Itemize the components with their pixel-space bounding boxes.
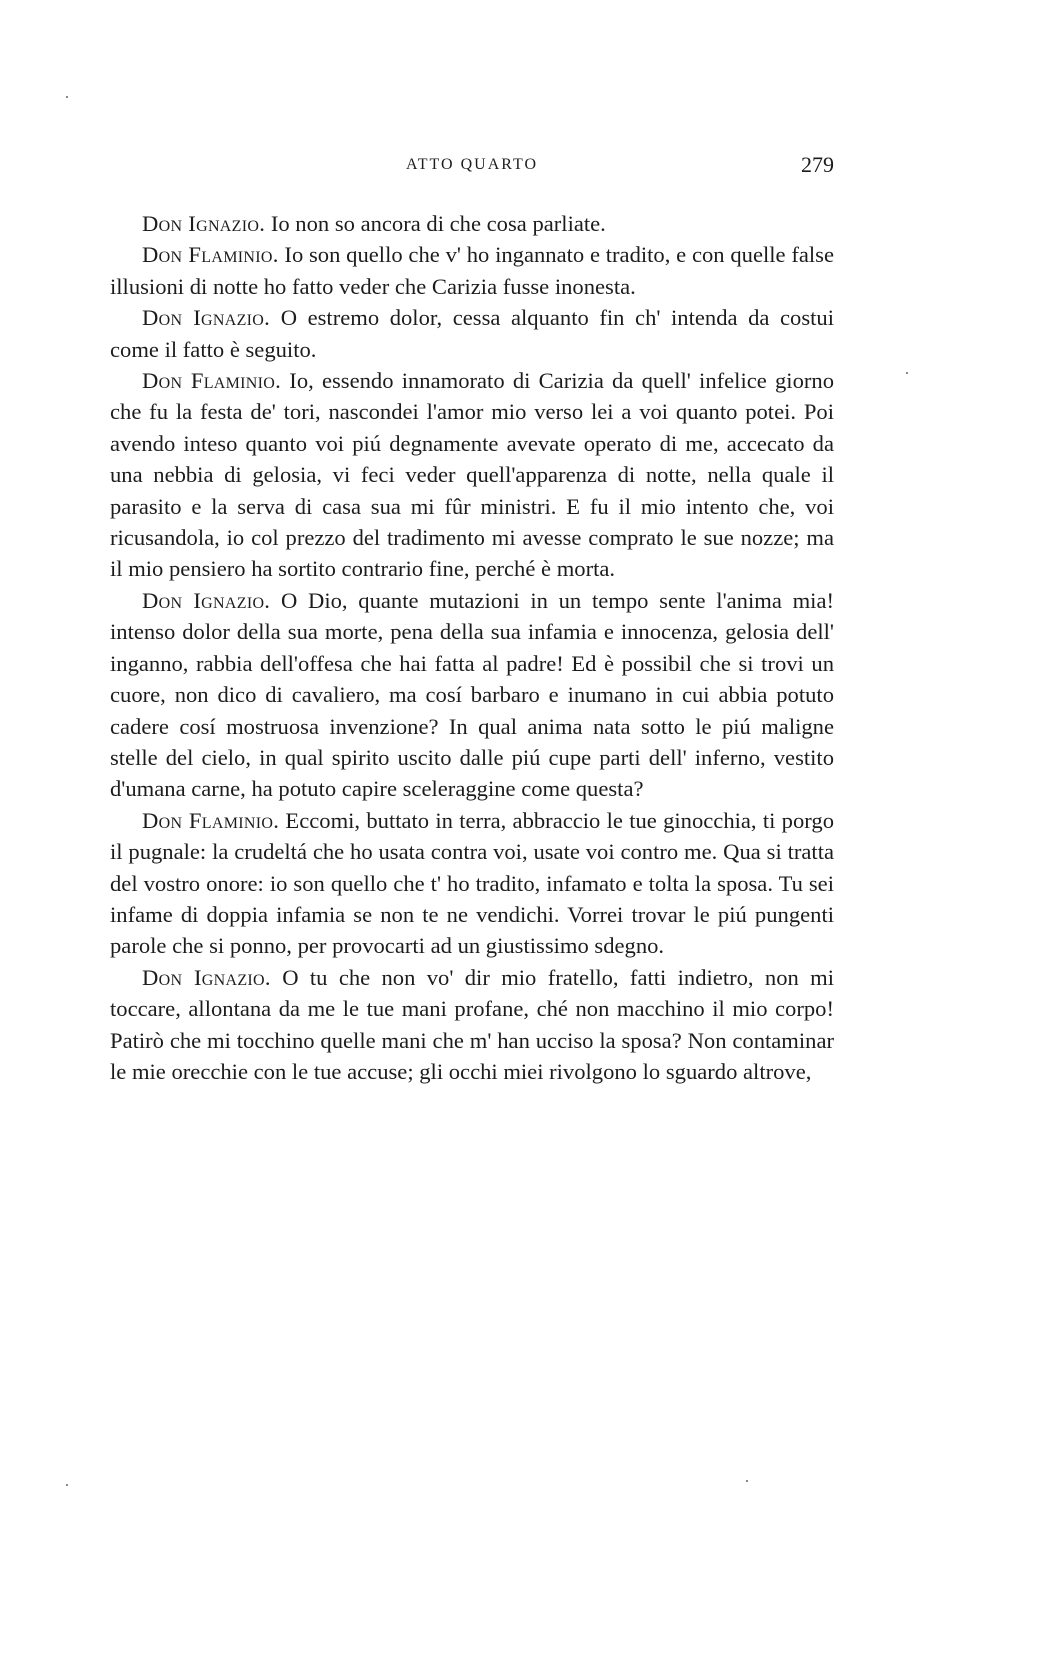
speech-text: Io, essendo innamorato di Carizia da quell' infelice giorno che fu la festa de' tori, nascondei l'amor mio verso lei a voi quanto potei. Poi avendo inteso quanto voi piú degnamente avevate operato di me, accecato da una nebbia di gelosia, vi feci veder quell'apparenza di notte, nella quale il parasito e la serva di casa sua mi fûr ministri. E fu il mio intento che, voi ricusandola, io col prezzo del tradimento mi avesse comprato le sue nozze; ma il mio pensiero ha sortito contrario fine, perché è morta.	[110, 368, 834, 582]
speech-text: O Dio, quante mutazioni in un tempo sente l'anima mia! intenso dolor della sua morte, pena della sua infamia e innocenza, gelosia dell' inganno, rabbia dell'offesa che hai fatta al padre! Ed è possibil che si trovi un cuore, non dico di cavaliero, ma cosí barbaro e inumano in cui abbia potuto cadere cosí mostruosa invenzione? In qual anima nata sotto le piú maligne stelle del cielo, in qual spirito uscito dalle piú cupe parti dell' inferno, vestito d'umana carne, ha potuto capire sceleraggine come questa?	[110, 587, 834, 802]
scan-speck	[746, 1480, 748, 1482]
speech-text: O tu che non vo' dir mio fratello, fatti indietro, non mi toccare, allontana da me le tue mani profane, ché non macchino il mio corpo! Patirò che mi tocchino quelle mani che m' han ucciso la sposa? Non contaminar le mie orecchie con le tue accuse; gli occhi miei rivolgono lo sguardo altrove,	[110, 964, 835, 1084]
scan-speck	[66, 96, 68, 98]
running-head	[110, 150, 834, 180]
scan-speck	[906, 372, 908, 374]
speech	[110, 585, 834, 805]
running-title: ATTO QUARTO	[405, 156, 538, 173]
speech	[110, 208, 834, 239]
speech	[110, 302, 834, 365]
speaker-name: Don Flaminio.	[142, 807, 280, 833]
speech	[110, 805, 834, 962]
speaker-name: Don Flaminio.	[142, 368, 282, 394]
speaker-name: Don Ignazio.	[142, 305, 271, 331]
speech	[110, 239, 834, 302]
speaker-name: Don Ignazio.	[142, 587, 271, 613]
speech	[110, 365, 834, 585]
speech-text: Io non so ancora di che cosa parliate.	[270, 211, 606, 236]
speaker-name: Don Ignazio.	[142, 964, 271, 990]
scan-speck	[66, 1484, 68, 1486]
speech-text: Io son quello che v' ho ingannato e tradito, e con quelle false illusioni di notte ho fatto veder che Carizia fusse inonesta.	[110, 242, 834, 299]
page-number: 279	[801, 152, 834, 177]
speaker-name: Don Ignazio.	[142, 211, 266, 236]
speech-text: Eccomi, buttato in terra, abbraccio le tue ginocchia, ti porgo il pugnale: la crudeltá che ho usata contra voi, usate voi contro me. Qua si tratta del vostro onore: io son quello che t' ho tradito, infamato e tolta la sposa. Tu sei infame di doppia infamia se non te ne vendichi. Vorrei trovar le piú pungenti parole che si ponno, per provocarti ad un giustissimo sdegno.	[110, 807, 834, 959]
speaker-name: Don Flaminio.	[142, 242, 279, 268]
play-text	[110, 208, 834, 1087]
speech	[110, 962, 834, 1088]
speech-text: O estremo dolor, cessa alquanto fin ch' intenda da costui come il fatto è seguito.	[110, 305, 834, 362]
